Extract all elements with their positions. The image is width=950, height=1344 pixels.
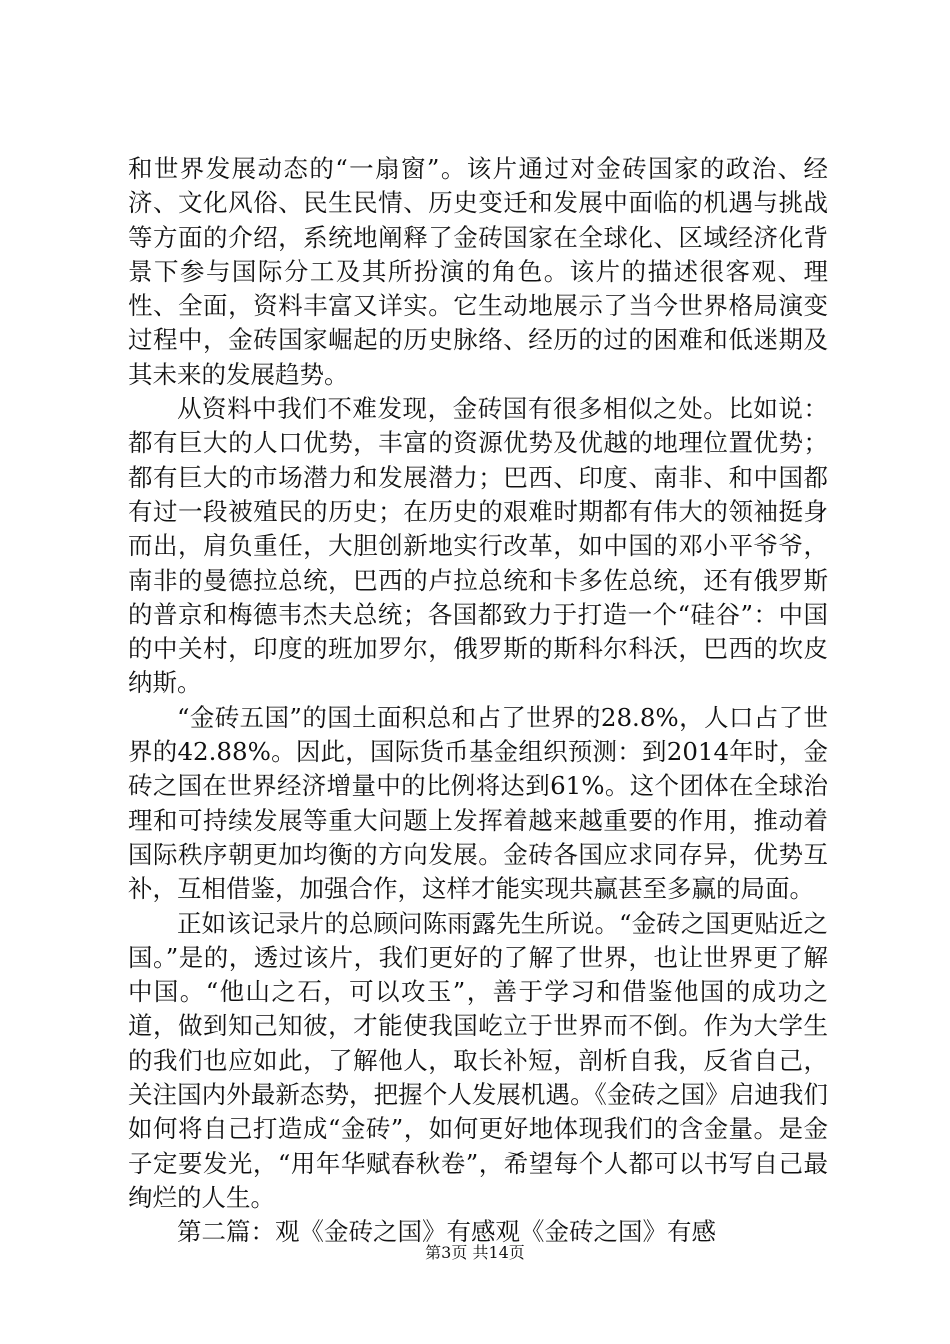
section-heading-part-two: 第二篇：观《金砖之国》有感观《金砖之国》有感 xyxy=(177,1217,716,1247)
paragraph-conclusion: 正如该记录片的总顾问陈雨露先生所说。“金砖之国更贴近之国。”是的，透过该片，我们更好的了解了世界，也让世界更了解中国。“他山之石，可以攻玉”，善于学习和借鉴他国的成功之道，做到知己知彼，才能使我国屹立于世界而不倒。作为大学生的我们也应如此，了解他人，取长补短，剖析自我，反省自己，关注国内外最新态势，把握个人发展机遇。《金砖之国》启迪我们如何将自己打造成“金砖”，如何更好地体现我们的含金量。是金子定要发光，“用年华赋春秋卷”，希望每个人都可以书写自己最绚烂的人生。 xyxy=(128,908,828,1212)
paragraph-statistics: “金砖五国”的国土面积总和占了世界的28.8%，人口占了世界的42.88%。因此，国际货币基金组织预测：到2014年时，金砖之国在世界经济增量中的比例将达到61%。这个团体在全球治理和可持续发展等重大问题上发挥着越来越重要的作用，推动着国际秩序朝更加均衡的方向发展。金砖各国应求同存异，优势互补，互相借鉴，加强合作，这样才能实现共赢甚至多赢的局面。 xyxy=(128,702,828,904)
paragraph-similarities: 从资料中我们不难发现，金砖国有很多相似之处。比如说：都有巨大的人口优势，丰富的资源优势及优越的地理位置优势；都有巨大的市场潜力和发展潜力；巴西、印度、南非、和中国都有过一段被殖民的历史；在历史的艰难时期都有伟大的领袖挺身而出，肩负重任，大胆创新地实行改革，如中国的邓小平爷爷，南非的曼德拉总统，巴西的卢拉总统和卡多佐总统，还有俄罗斯的普京和梅德韦杰夫总统；各国都致力于打造一个“硅谷”：中国的中关村，印度的班加罗尔，俄罗斯的斯科尔科沃，巴西的坎皮纳斯。 xyxy=(128,394,828,698)
document-body xyxy=(128,152,828,1250)
paragraph-intro-continued: 和世界发展动态的“一扇窗”。该片通过对金砖国家的政治、经济、文化风俗、民生民情、历史变迁和发展中面临的机遇与挑战等方面的介绍，系统地阐释了金砖国家在全球化、区域经济化背景下参与国际分工及其所扮演的角色。该片的描述很客观、理性、全面，资料丰富又详实。它生动地展示了当今世界格局演变过程中，金砖国家崛起的历史脉络、经历的过的困难和低迷期及其未来的发展趋势。 xyxy=(128,154,828,389)
page-footer: 第3页 共14页 xyxy=(425,1243,525,1262)
